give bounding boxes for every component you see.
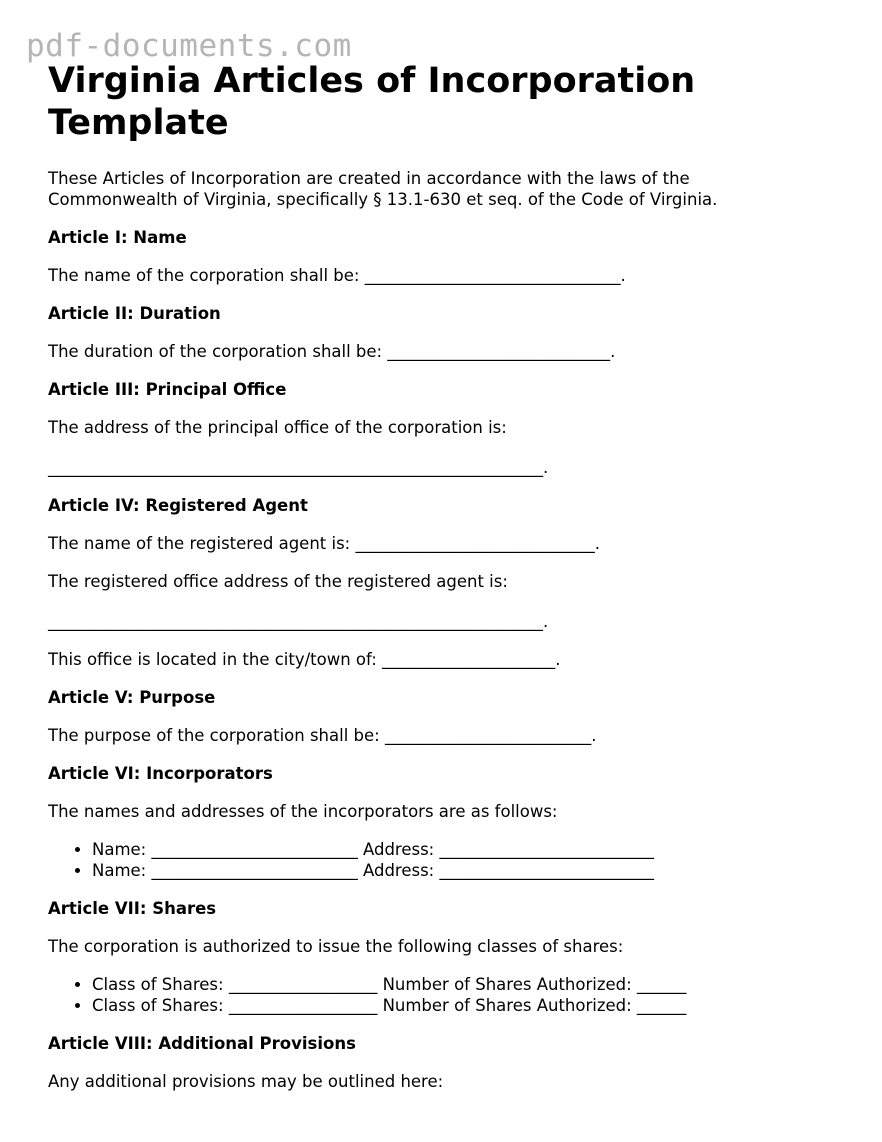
article-2-heading: Article II: Duration — [48, 304, 221, 323]
article-3-heading: Article III: Principal Office — [48, 380, 287, 399]
intro-line-2: Commonwealth of Virginia, specifically § 13.1-630 et seq. of the Code of Virginia. — [48, 190, 718, 209]
intro-paragraph — [48, 168, 848, 210]
article-7-text: The corporation is authorized to issue the following classes of shares: — [48, 937, 624, 956]
article-4-city-text: This office is located in the city/town of: _____________________. — [48, 650, 561, 669]
list-item: • Name: _________________________ Address: __________________________ — [92, 839, 848, 860]
article-2-text: The duration of the corporation shall be: ___________________________. — [48, 342, 616, 361]
page-title — [48, 60, 848, 144]
article-3-address-blank: ____________________________________________________________. — [48, 458, 549, 477]
intro-line-1: These Articles of Incorporation are created in accordance with the laws of the — [48, 169, 690, 188]
article-3-text: The address of the principal office of the corporation is: — [48, 418, 507, 437]
article-1-text: The name of the corporation shall be: _______________________________. — [48, 266, 626, 285]
shares-list — [48, 974, 848, 1016]
article-5-heading: Article V: Purpose — [48, 688, 216, 707]
article-4-heading: Article IV: Registered Agent — [48, 496, 308, 515]
list-item: • Name: _________________________ Address: __________________________ — [92, 860, 848, 881]
list-item: • Class of Shares: __________________ Number of Shares Authorized: ______ — [92, 974, 848, 995]
article-6-text: The names and addresses of the incorporators are as follows: — [48, 802, 558, 821]
title-line-1: Virginia Articles of Incorporation — [48, 61, 696, 101]
article-4-agent-text: The name of the registered agent is: _____________________________. — [48, 534, 600, 553]
watermark: pdf-documents.com — [26, 28, 352, 64]
article-4-office-text: The registered office address of the registered agent is: — [48, 572, 508, 591]
article-5-text: The purpose of the corporation shall be: _________________________. — [48, 726, 597, 745]
article-7-heading: Article VII: Shares — [48, 899, 217, 918]
list-item: • Class of Shares: __________________ Number of Shares Authorized: ______ — [92, 995, 848, 1016]
title-line-2: Template — [48, 103, 229, 143]
article-4-office-blank: ____________________________________________________________. — [48, 612, 549, 631]
incorporators-list — [48, 839, 848, 881]
article-1-heading: Article I: Name — [48, 228, 187, 247]
document-page — [48, 60, 848, 1092]
article-8-heading: Article VIII: Additional Provisions — [48, 1034, 356, 1053]
article-8-text: Any additional provisions may be outlined here: — [48, 1072, 444, 1091]
article-6-heading: Article VI: Incorporators — [48, 764, 273, 783]
